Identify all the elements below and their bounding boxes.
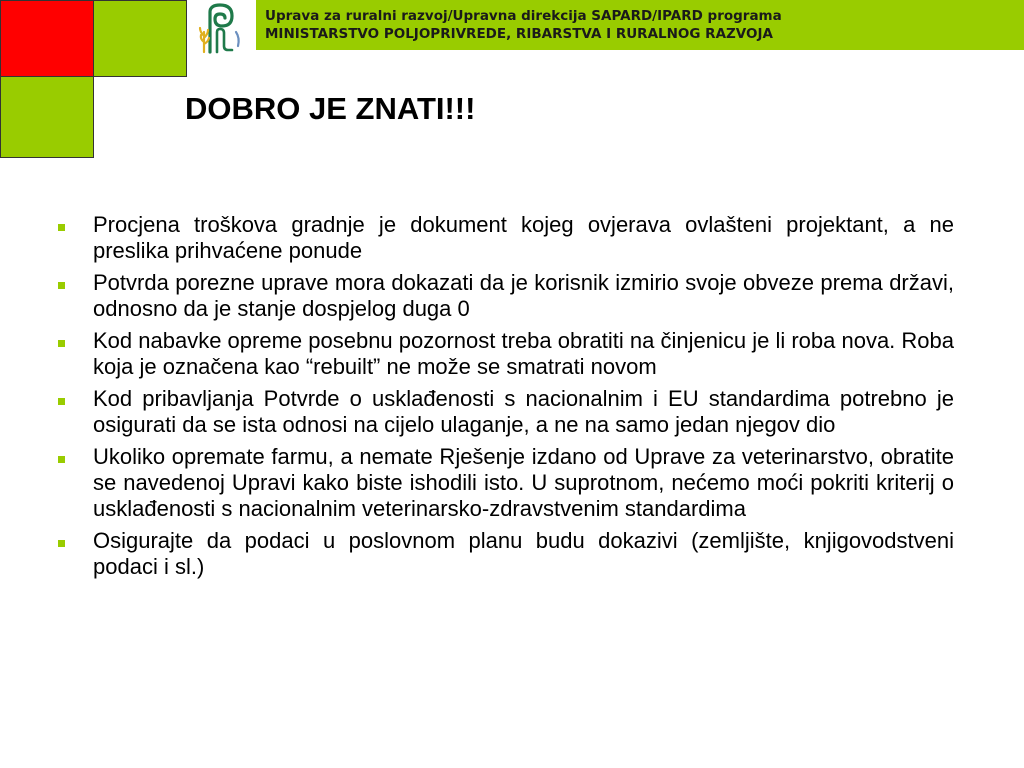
bullet-text: Ukoliko opremate farmu, a nemate Rješenje izdano od Uprave za veterinarstvo, obratite se navedenoj Upravi kako biste ishodili isto. U suprotnom, nećemo moći pokriti kriterij o usklađenosti s nacionalnim veterinarsko-zdravstvenim standardima [93,444,954,521]
list-item [56,528,954,580]
decor-square-green-top [93,0,187,77]
ministry-logo-icon [198,2,244,56]
page-title: DOBRO JE ZNATI!!! [185,91,476,126]
decor-square-red [0,0,94,77]
header-bar [256,0,1024,50]
bullet-square-icon [58,282,65,289]
bullet-text: Kod pribavljanja Potvrde o usklađenosti s nacionalnim i EU standardima potrebno je osigurati da se ista odnosi na cijelo ulaganje, a ne na samo jedan njegov dio [93,386,954,437]
bullet-text: Kod nabavke opreme posebnu pozornost treba obratiti na činjenicu je li roba nova. Roba koja je označena kao “rebuilt” ne može se smatrati novom [93,328,954,379]
bullet-text: Potvrda porezne uprave mora dokazati da je korisnik izmirio svoje obveze prema državi, odnosno da je stanje dospjelog duga 0 [93,270,954,321]
list-item [56,328,954,380]
list-item [56,212,954,264]
bullet-text: Procjena troškova gradnje je dokument kojeg ovjerava ovlašteni projektant, a ne preslika prihvaćene ponude [93,212,954,263]
list-item [56,386,954,438]
bullet-square-icon [58,398,65,405]
list-item [56,444,954,522]
bullet-square-icon [58,340,65,347]
bullet-list [56,212,954,586]
list-item [56,270,954,322]
bullet-text: Osigurajte da podaci u poslovnom planu budu dokazivi (zemljište, knjigovodstveni podaci i sl.) [93,528,954,579]
bullet-square-icon [58,456,65,463]
header-line-1: Uprava za ruralni razvoj/Upravna direkcija SAPARD/IPARD programa [265,8,782,24]
header-line-2: MINISTARSTVO POLJOPRIVREDE, RIBARSTVA I RURALNOG RAZVOJA [265,26,773,42]
bullet-square-icon [58,540,65,547]
decor-square-green-bottom [0,76,94,158]
bullet-square-icon [58,224,65,231]
